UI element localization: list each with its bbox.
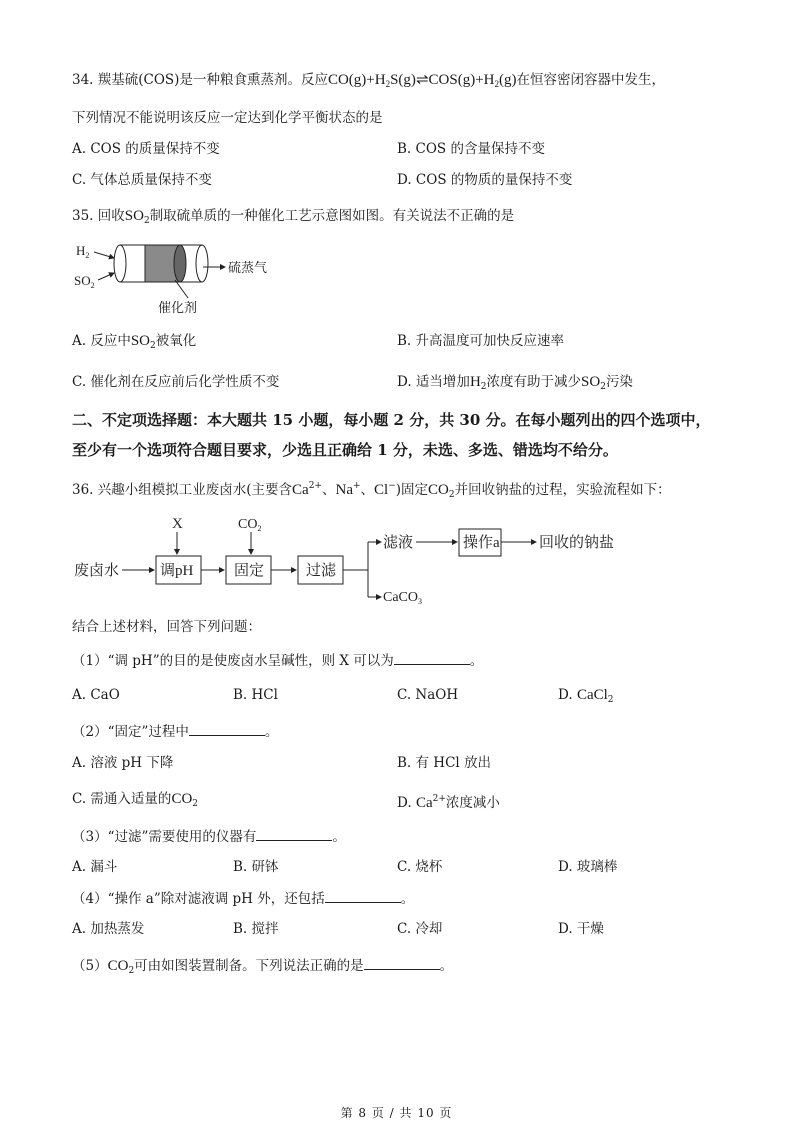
q36-sub1-stem: （1）“调 pH”的目的是使废卤水呈碱性，则 X 可以为 。 [72,650,483,671]
q36-sub1-option-c: C. NaOH [397,687,459,703]
answer-blank[interactable] [364,955,440,970]
diagram-so2-label: $SO_2$ [74,273,95,290]
q34-option-b: B. COS 的含量保持不变 [397,141,545,157]
q36-process-flow-diagram [70,508,650,608]
diagram-h2-label: $H_2$ [76,243,90,260]
flow-filtrate-label: 滤液 [383,535,414,551]
q34-option-a: A. COS 的质量保持不变 [72,141,220,157]
page-footer: 第 8 页 / 共 10 页 [340,1106,453,1120]
q34-option-d: D. COS 的物质的量保持不变 [397,172,573,188]
q36-sub3-option-b: B. 研钵 [233,859,279,875]
q36-stem: 36. 兴趣小组模拟工业废卤水(主要含$Ca^{2+}$、Na+、Cl−)固定$CO_2$并回收钠盐的过程，实验流程如下： [72,481,671,500]
q36-sub3-option-a: A. 漏斗 [72,859,118,875]
q35-option-c: C. 催化剂在反应前后化学性质不变 [72,374,280,390]
q36-sub2-option-d: D. $Ca^{2+}$浓度减小 [397,794,500,811]
q35-option-d: D. 适当增加$H_2$浓度有助于减少$SO_2$污染 [397,374,633,392]
answer-blank[interactable] [394,650,470,665]
q34-option-c: C. 气体总质量保持不变 [72,172,212,188]
answer-blank[interactable] [189,721,265,736]
flow-x-label: X [172,516,183,532]
answer-blank[interactable] [256,826,332,841]
flow-end-label: 回收的钠盐 [539,535,615,551]
svg-text:调pH: 调pH [160,563,194,579]
q36-sub2-option-b: B. 有 HCl 放出 [397,755,492,771]
q34-stem-suffix: 在恒容密闭容器中发生， [516,72,665,88]
q36-sub2-option-c: C. 需通入适量的$CO_2$ [72,791,199,809]
section2-instructions-line2: 至少有一个选项符合题目要求，少选且正确给 1 分，未选、多选、错选均不给分。 [72,441,618,459]
q35-stem: 35. 回收$SO_2$制取硫单质的一种催化工艺示意图如图。有关说法不正确的是 [72,208,515,226]
q36-sub3-option-c: C. 烧杯 [397,859,443,875]
q34-equation: $CO(g)+H_2S(g)\rightleftharpoons COS(g)+H_2(g)$ [327,72,517,89]
q34-stem-line1 [72,70,665,94]
q34-stem-line2: 下列情况不能说明该反应一定达到化学平衡状态的是 [72,110,383,126]
q36-sub3-stem: （3）“过滤”需要使用的仪器有 。 [72,826,346,847]
q36-sub5-stem: $(5)CO_2$可由如图装置制备。下列说法正确的是 。 [72,955,453,981]
svg-text:过滤: 过滤 [306,563,337,579]
answer-blank[interactable] [325,888,401,903]
q36-sub2-option-a: A. 溶液 pH 下降 [72,755,174,771]
q36-intro: 结合上述材料，回答下列问题： [72,619,261,635]
q36-sub4-option-b: B. 搅拌 [233,921,279,937]
diagram-sulfur-vapor-label: 硫蒸气 [228,260,268,275]
diagram-catalyst-label: 催化剂 [158,300,198,315]
q36-sub4-option-c: C. 冷却 [397,921,443,937]
q36-sub1-option-d: D. CaCl$_2$ [558,687,614,705]
q35-option-a: A. 反应中$SO_2$被氧化 [72,333,197,351]
q35-option-b: B. 升高温度可加快反应速率 [397,333,565,349]
q36-sub4-option-d: D. 干燥 [558,921,604,937]
q34-stem-prefix: 34. 羰基硫(COS)是一种粮食熏蒸剂。反应 [72,72,328,88]
flow-caco3-label: CaCO$_3$ [383,590,422,606]
flow-start-label: 废卤水 [74,563,120,579]
svg-text:操作a: 操作a [463,535,500,551]
flow-co2-label: $CO_2$ [238,517,262,533]
q36-sub2-stem: （2）“固定”过程中 。 [72,721,278,742]
q36-sub1-option-b: B. HCl [233,687,278,703]
q36-sub1-option-a: A. CaO [72,687,120,703]
section2-instructions-line1: 二、不定项选择题：本大题共 15 小题，每小题 2 分，共 30 分。在每小题列出的四个选项中， [72,411,711,429]
q35-catalyst-diagram [70,240,280,320]
q36-sub4-stem: （4）“操作 a”除对滤液调 pH 外，还包括 。 [72,888,414,909]
svg-text:固定: 固定 [234,563,265,579]
q36-sub3-option-d: D. 玻璃棒 [558,859,618,875]
q36-sub4-option-a: A. 加热蒸发 [72,921,145,937]
